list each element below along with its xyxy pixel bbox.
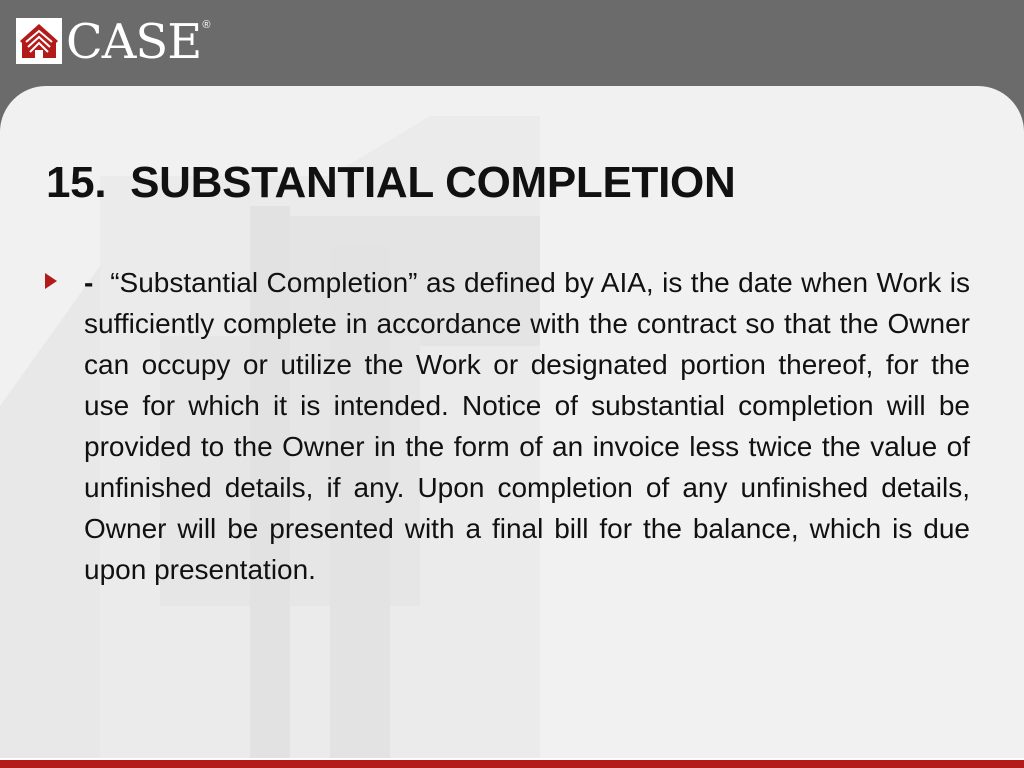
house-logo-icon — [16, 18, 62, 64]
logo-wordmark: CASE — [66, 14, 202, 70]
triangle-bullet-icon — [44, 272, 58, 290]
registered-mark: ® — [202, 19, 211, 31]
bullet-item — [44, 262, 974, 590]
slide-title: 15. SUBSTANTIAL COMPLETION — [46, 158, 736, 207]
header-bar — [0, 0, 1024, 100]
slide-body — [44, 262, 974, 590]
bullet-dash: - — [84, 267, 94, 298]
bullet-text — [84, 262, 970, 590]
footer-accent-bar — [0, 760, 1024, 768]
substantial-completion-definition: “Substantial Completion” as defined by AIA, is the date when Work is sufficiently complete in accordance with the contract so that the Owner can occupy or utilize the Work or designated portion thereof, for the use for which it is intended. Notice of substantial completion will be provided to the Owner in the form of an invoice less twice the value of unfinished details, if any. Upon completion of any unfinished details, Owner will be presented with a final bill for the balance, which is due upon presentation. — [84, 267, 970, 585]
case-logo — [16, 14, 211, 70]
